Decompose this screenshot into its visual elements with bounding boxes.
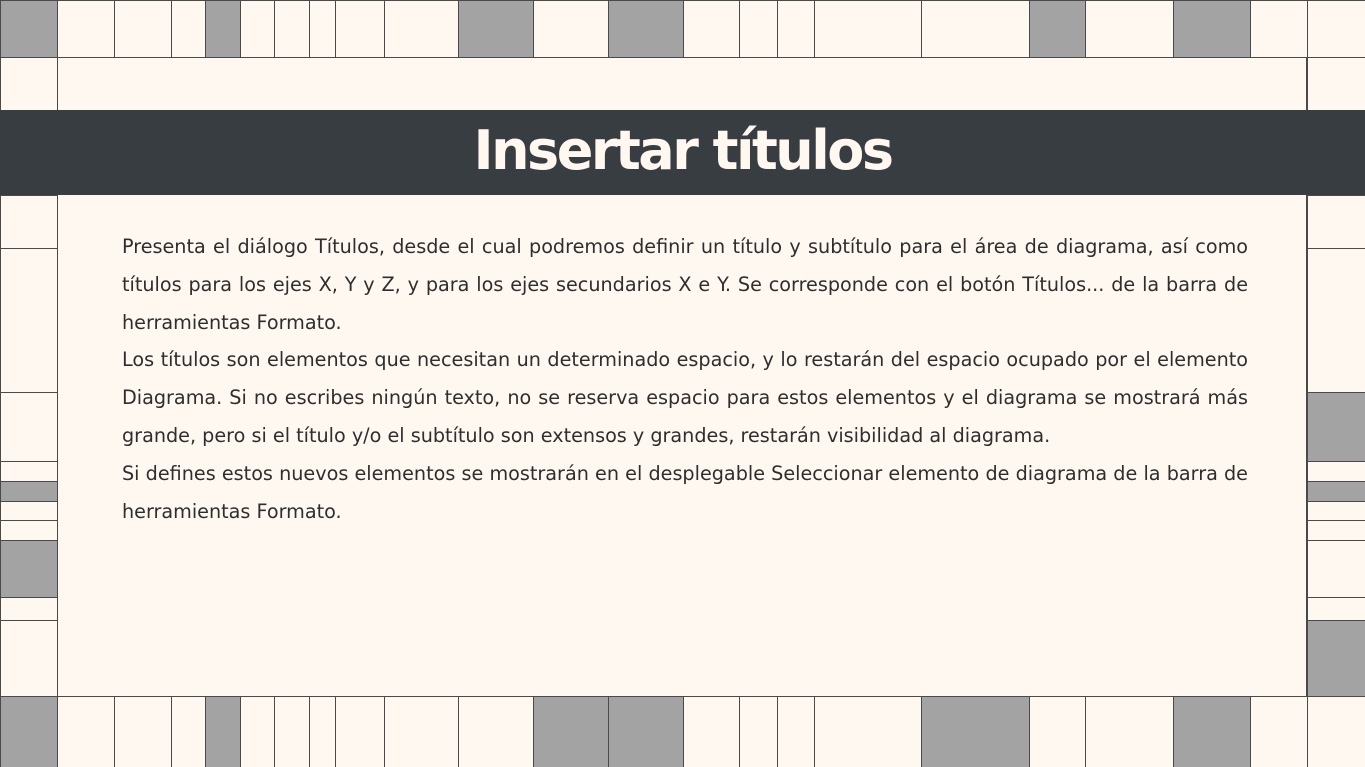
border-tile: [1307, 248, 1365, 393]
border-tile: [0, 481, 58, 502]
border-tile: [240, 696, 275, 767]
body-paragraph: Si defines estos nuevos elementos se mostrarán en el desplegable Seleccionar elemento de diagrama de la barra de herramientas Formato.: [122, 461, 1248, 523]
border-tile: [608, 0, 684, 58]
border-tile: [1085, 0, 1174, 58]
border-tile: [458, 696, 534, 767]
border-tile: [240, 0, 275, 58]
border-tile: [335, 0, 385, 58]
body-paragraph: Los títulos son elementos que necesitan un determinado espacio, y lo restarán del espacio ocupado por el elemento Diagrama. Si no escribes ningún texto, no se reserva espacio para estos elementos y el diagrama se mostrará más grande, pero si el título y/o el subtítulo son extensos y grandes, restarán visibilidad al diagrama.: [122, 348, 1248, 447]
border-tile: [739, 696, 778, 767]
border-tile: [921, 0, 1030, 58]
body-paragraph: Presenta el diálogo Títulos, desde el cual podremos definir un título y subtítulo para el área de diagrama, así como títulos para los ejes X, Y y Z, y para los ejes secundarios X e Y. Se corresponde con el botón Títulos... de la barra de herramientas Formato.: [122, 235, 1248, 334]
border-tile: [205, 0, 241, 58]
border-tile: [1307, 57, 1365, 111]
border-tile: [1307, 481, 1365, 502]
border-tile: [1173, 0, 1251, 58]
border-tile: [1307, 540, 1365, 598]
border-tile: [777, 696, 815, 767]
border-tile: [1307, 520, 1365, 541]
border-tile: [1307, 501, 1365, 521]
slide-title: Insertar títulos: [473, 118, 892, 182]
border-tile: [0, 620, 58, 697]
border-tile: [1307, 461, 1365, 482]
border-tile: [57, 0, 115, 58]
border-tile: [814, 0, 922, 58]
border-tile: [0, 248, 58, 393]
border-tile: [0, 501, 58, 521]
border-tile: [171, 696, 206, 767]
border-tile: [1029, 696, 1086, 767]
border-tile: [0, 520, 58, 541]
border-tile: [458, 0, 534, 58]
border-tile: [274, 0, 310, 58]
border-tile: [1250, 0, 1308, 58]
border-tile: [533, 696, 609, 767]
body-text: [122, 228, 1248, 530]
border-tile: [683, 0, 740, 58]
border-tile: [384, 0, 459, 58]
border-tile: [1029, 0, 1086, 58]
border-tile: [921, 696, 1030, 767]
border-tile: [1307, 195, 1365, 249]
border-tile: [1307, 696, 1365, 767]
border-tile: [0, 0, 58, 58]
border-tile: [1307, 620, 1365, 697]
border-tile: [739, 0, 778, 58]
border-tile: [1307, 0, 1365, 58]
border-tile: [0, 461, 58, 482]
border-tile: [274, 696, 310, 767]
border-tile: [114, 696, 172, 767]
border-tile: [0, 392, 58, 462]
border-tile: [0, 57, 58, 111]
border-tile: [0, 696, 58, 767]
border-tile: [205, 696, 241, 767]
border-tile: [57, 696, 115, 767]
border-tile: [1250, 696, 1308, 767]
border-tile: [384, 696, 459, 767]
border-tile: [335, 696, 385, 767]
border-tile: [1307, 597, 1365, 621]
border-tile: [814, 696, 922, 767]
border-tile: [533, 0, 609, 58]
border-tile: [608, 696, 684, 767]
border-tile: [0, 597, 58, 621]
border-tile: [171, 0, 206, 58]
border-tile: [0, 195, 58, 249]
border-tile: [1085, 696, 1174, 767]
border-tile: [309, 696, 336, 767]
border-tile: [0, 540, 58, 598]
title-bar: [0, 110, 1365, 195]
border-tile: [777, 0, 815, 58]
border-tile: [683, 696, 740, 767]
border-tile: [309, 0, 336, 58]
border-tile: [1173, 696, 1251, 767]
border-tile: [114, 0, 172, 58]
border-tile: [1307, 392, 1365, 462]
